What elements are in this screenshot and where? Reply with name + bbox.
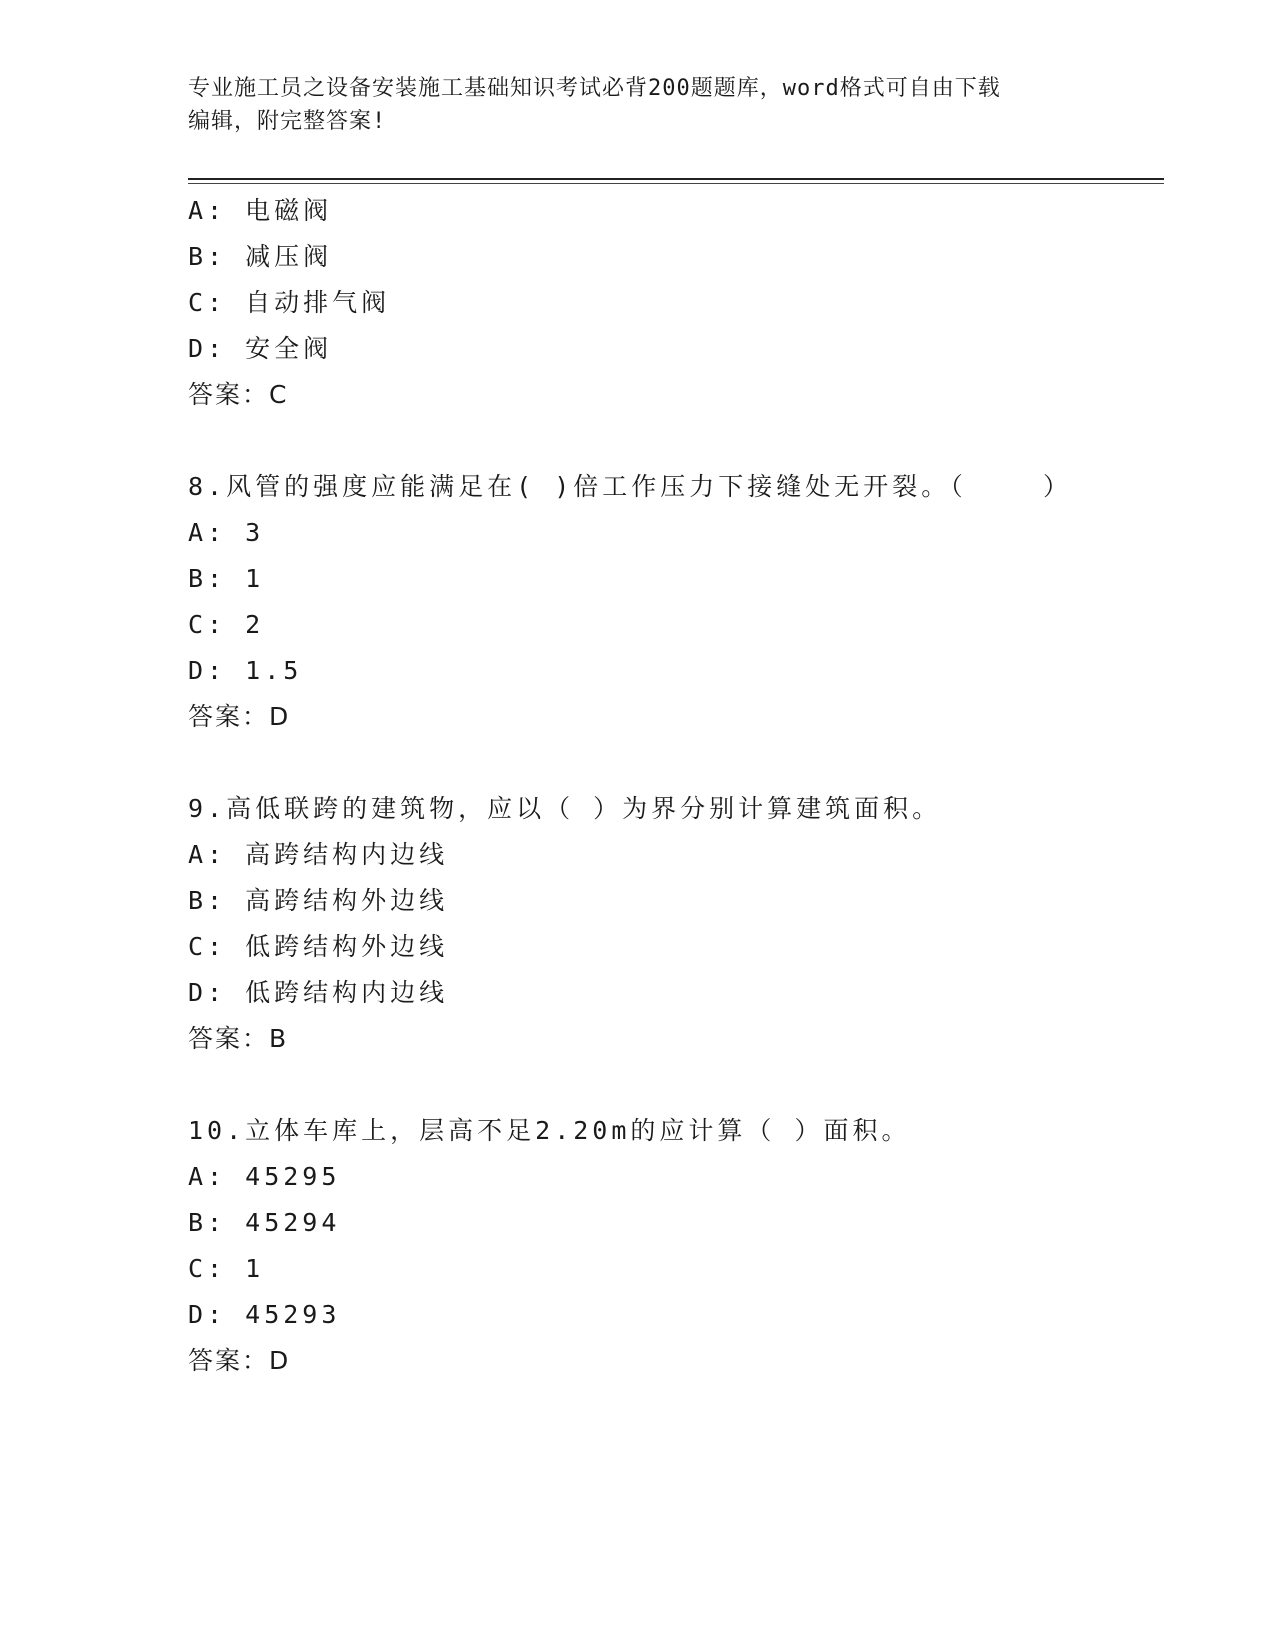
answer: 答案：D bbox=[188, 1346, 291, 1375]
option-a: A: 电磁阀 bbox=[188, 196, 333, 225]
answer: 答案：C bbox=[188, 380, 289, 409]
option-d: D: 45293 bbox=[188, 1300, 341, 1329]
answer: 答案：D bbox=[188, 702, 291, 731]
option-b: B: 1 bbox=[188, 564, 265, 593]
question-text: 9.高低联跨的建筑物，应以（ ）为界分别计算建筑面积。 bbox=[188, 794, 942, 823]
header-line-1: 专业施工员之设备安装施工基础知识考试必背200题题库，word格式可自由下载 bbox=[188, 76, 1001, 101]
header-line-2: 编辑，附完整答案! bbox=[188, 109, 387, 134]
option-d: D: 低跨结构内边线 bbox=[188, 978, 449, 1007]
question-8 bbox=[188, 464, 1168, 740]
option-c: C: 2 bbox=[188, 610, 265, 639]
option-b: B: 45294 bbox=[188, 1208, 341, 1237]
question-list bbox=[188, 188, 1168, 1430]
option-c: C: 1 bbox=[188, 1254, 265, 1283]
option-a: A: 45295 bbox=[188, 1162, 341, 1191]
header-rule-thick bbox=[188, 178, 1164, 180]
question-7 bbox=[188, 188, 1168, 418]
question-9 bbox=[188, 786, 1168, 1062]
question-10 bbox=[188, 1108, 1168, 1384]
question-text: 8.风管的强度应能满足在( )倍工作压力下接缝处无开裂。（ ） bbox=[188, 472, 1072, 501]
question-text: 10.立体车库上，层高不足2.20m的应计算（ ）面积。 bbox=[188, 1116, 911, 1145]
option-c: C: 低跨结构外边线 bbox=[188, 932, 449, 961]
option-a: A: 3 bbox=[188, 518, 265, 547]
option-b: B: 高跨结构外边线 bbox=[188, 886, 449, 915]
option-b: B: 减压阀 bbox=[188, 242, 333, 271]
answer: 答案：B bbox=[188, 1024, 289, 1053]
document-header bbox=[188, 72, 1088, 138]
option-d: D: 安全阀 bbox=[188, 334, 333, 363]
option-d: D: 1.5 bbox=[188, 656, 303, 685]
option-a: A: 高跨结构内边线 bbox=[188, 840, 449, 869]
header-rule-thin bbox=[188, 183, 1164, 184]
option-c: C: 自动排气阀 bbox=[188, 288, 391, 317]
